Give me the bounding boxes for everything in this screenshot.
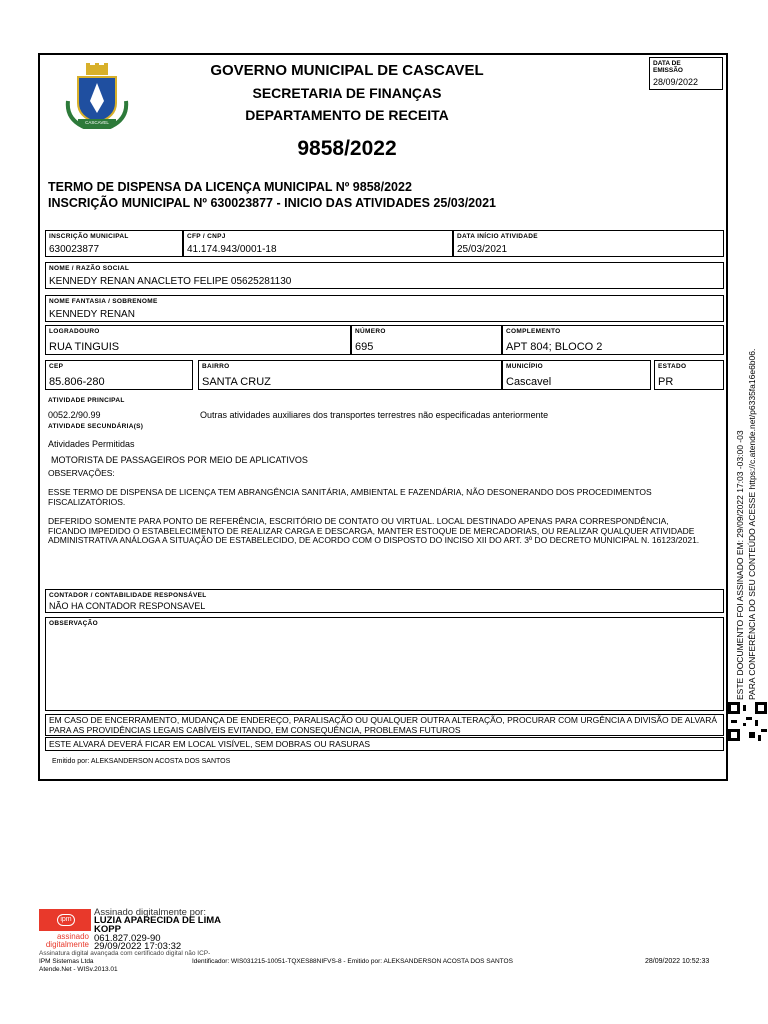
stamp-line-2: digitalmente — [45, 940, 89, 949]
notice-2: ESTE ALVARÁ DEVERÁ FICAR EM LOCAL VISÍVEL, SEM DOBRAS OU RASURAS — [49, 739, 371, 749]
side-verification-text-1: ESTE DOCUMENTO FOI ASSINADO EM: 29/09/2022 17:03 -03:00 -03 — [735, 430, 745, 700]
atividade-principal-code: 0052.2/90.99 — [48, 410, 101, 420]
notice-box-2 — [45, 737, 724, 751]
emission-date-label: DATA DE EMISSÃO — [653, 60, 683, 74]
sec-title: SECRETARIA DE FINANÇAS — [252, 85, 442, 101]
bairro-value: SANTA CRUZ — [202, 376, 271, 388]
signature-datetime: 29/09/2022 17:03:32 — [94, 941, 182, 952]
qr-code-icon — [728, 702, 767, 741]
emission-date-value: 28/09/2022 — [653, 77, 699, 87]
digital-signature-stamp — [39, 909, 91, 949]
emission-date-box — [649, 57, 723, 90]
document-frame — [38, 53, 728, 781]
bairro-label: BAIRRO — [202, 363, 230, 370]
cpf-value: 41.174.943/0001-18 — [187, 244, 277, 255]
cpf-label: CFP / CNPJ — [187, 233, 226, 240]
inicio-value: 25/03/2021 — [457, 244, 508, 255]
inscricao-label: INSCRIÇÃO MUNICIPAL — [49, 233, 129, 240]
logradouro-field — [45, 325, 351, 355]
estado-field — [654, 360, 724, 390]
logradouro-value: RUA TINGUIS — [49, 341, 120, 353]
nome-field — [45, 262, 724, 289]
inicio-field — [453, 230, 724, 257]
complemento-label: COMPLEMENTO — [506, 328, 561, 335]
inscription-title: INSCRIÇÃO MUNICIPAL Nº 630023877 - INICIO DAS ATIVIDADES 25/03/2021 — [48, 196, 496, 210]
complemento-value: APT 804; BLOCO 2 — [506, 341, 603, 353]
numero-label: NÚMERO — [355, 328, 386, 335]
contador-value: NÃO HA CONTADOR RESPONSAVEL — [49, 601, 206, 611]
atividade-principal-desc: Outras atividades auxiliares dos transportes terrestres não especificadas anteriormente — [200, 410, 549, 420]
inscricao-field — [45, 230, 183, 257]
notice-box-1 — [45, 714, 724, 736]
cpf-field — [183, 230, 453, 257]
observacao-box — [45, 617, 724, 711]
atividade-secundaria-label: ATIVIDADE SECUNDÁRIA(S) — [48, 423, 144, 430]
inicio-label: DATA INÍCIO ATIVIDADE — [457, 233, 538, 240]
estado-value: PR — [658, 376, 674, 388]
numero-value: 695 — [355, 341, 374, 353]
municipio-field — [502, 360, 651, 390]
numero-field — [351, 325, 502, 355]
logradouro-label: LOGRADOURO — [49, 328, 100, 335]
contador-label: CONTADOR / CONTABILIDADE RESPONSÁVEL — [49, 592, 207, 599]
observacao-2: DEFERIDO SOMENTE PARA PONTO DE REFERÊNCIA, ESCRITÓRIO DE CONTATO OU VIRTUAL. LOCAL DESTINADO APENAS PARA CORRESPONDÊNCIA, FICANDO IMPEDIDO O ESTABELECIMENTO DE REALIZAR CARGA E DESCARGA, MANTER ESTOQUE DE MERCADORIAS, OU REALIZAR QUALQUER ATIVIDADE ADMINISTRATIVA ANÁLOGA A SITUAÇÃO DE ESTABELECIDO, DE ACORDO COM O DISPOSTO DO INCISO XII DO ART. 3º DO DECRETO MUNICIPAL N. 16123/2021. — [48, 516, 700, 545]
cep-value: 85.806-280 — [49, 376, 105, 388]
emitido-por: Emitido por: ALEKSANDERSON ACOSTA DOS SANTOS — [52, 758, 231, 765]
estado-label: ESTADO — [658, 363, 687, 370]
contador-field — [45, 589, 724, 613]
signature-note: Assinatura digital avançada com certificado digital não ICP- — [39, 950, 211, 957]
ipm-stamp-logo-text: ipm — [57, 914, 75, 926]
nome-label: NOME / RAZÃO SOCIAL — [49, 265, 130, 272]
fantasia-label: NOME FANTASIA / SOBRENOME — [49, 298, 158, 305]
municipio-value: Cascavel — [506, 376, 552, 388]
logo-caption: CASCAVEL — [85, 120, 109, 125]
observacao-box-label: OBSERVAÇÃO — [49, 620, 98, 627]
fantasia-value: KENNEDY RENAN — [49, 309, 135, 320]
document-number: 9858/2022 — [297, 137, 397, 160]
cep-field — [45, 360, 193, 390]
signature-line-1: Assinado digitalmente por: — [94, 907, 206, 918]
side-verification-text-2: PARA CONFERÊNCIA DO SEU CONTEÚDO ACESSE https://c.atende.net/p6335fa16e6b06. — [747, 348, 757, 700]
gov-title: GOVERNO MUNICIPAL DE CASCAVEL — [210, 62, 484, 79]
cep-label: CEP — [49, 363, 64, 370]
atividade-principal-label: ATIVIDADE PRINCIPAL — [48, 397, 125, 404]
ipm-stamp-logo — [39, 909, 91, 931]
observacoes-label: OBSERVAÇÕES: — [48, 468, 115, 478]
stamp-line-1: assinado — [56, 932, 89, 941]
signer-cpf: 061.827.029-90 — [94, 933, 161, 944]
bairro-field — [198, 360, 502, 390]
complemento-field — [502, 325, 724, 355]
atividade-permitida: MOTORISTA DE PASSAGEIROS POR MEIO DE APLICATIVOS — [51, 455, 308, 465]
signer-name-2: KOPP — [94, 924, 121, 935]
notice-1: EM CASO DE ENCERRAMENTO, MUDANÇA DE ENDEREÇO, PARALISAÇÃO OU QUALQUER OUTRA ALTERAÇÃO, PROCURAR COM URGÊNCIA A DIVISÃO DE ALVARÁ PARA AS PROVIDÊNCIAS LEGAIS CABÍVEIS EVITANDO, EM CONSEQUÊNCIA, PROBLEMAS FUTUROS — [49, 715, 718, 735]
footer-company: IPM Sistemas Ltda — [39, 958, 94, 965]
atividades-permitidas-label: Atividades Permitidas — [48, 439, 135, 449]
footer-datetime: 28/09/2022 10:52:33 — [645, 958, 710, 965]
footer-identifier: Identificador: WIS031215-10051-TQXES88NIFVS-8 - Emitido por: ALEKSANDERSON ACOSTA DOS SANTOS — [192, 958, 513, 965]
nome-value: KENNEDY RENAN ANACLETO FELIPE 05625281130 — [49, 276, 292, 287]
observacao-1: ESSE TERMO DE DISPENSA DE LICENÇA TEM ABRANGÊNCIA SANITÁRIA, AMBIENTAL E FAZENDÁRIA, NÃO DESONERANDO DOS PROCEDIMENTOS FISCALIZATÓRIOS. — [48, 487, 652, 507]
dept-title: DEPARTAMENTO DE RECEITA — [245, 107, 449, 123]
term-title: TERMO DE DISPENSA DA LICENÇA MUNICIPAL Nº 9858/2022 — [48, 180, 412, 194]
signer-name-1: LUZIA APARECIDA DE LIMA — [94, 915, 222, 926]
fantasia-field — [45, 295, 724, 322]
municipio-label: MUNICÍPIO — [506, 363, 544, 370]
inscricao-value: 630023877 — [49, 244, 100, 255]
footer-system: Atende.Net - WISv.2013.01 — [39, 966, 118, 973]
